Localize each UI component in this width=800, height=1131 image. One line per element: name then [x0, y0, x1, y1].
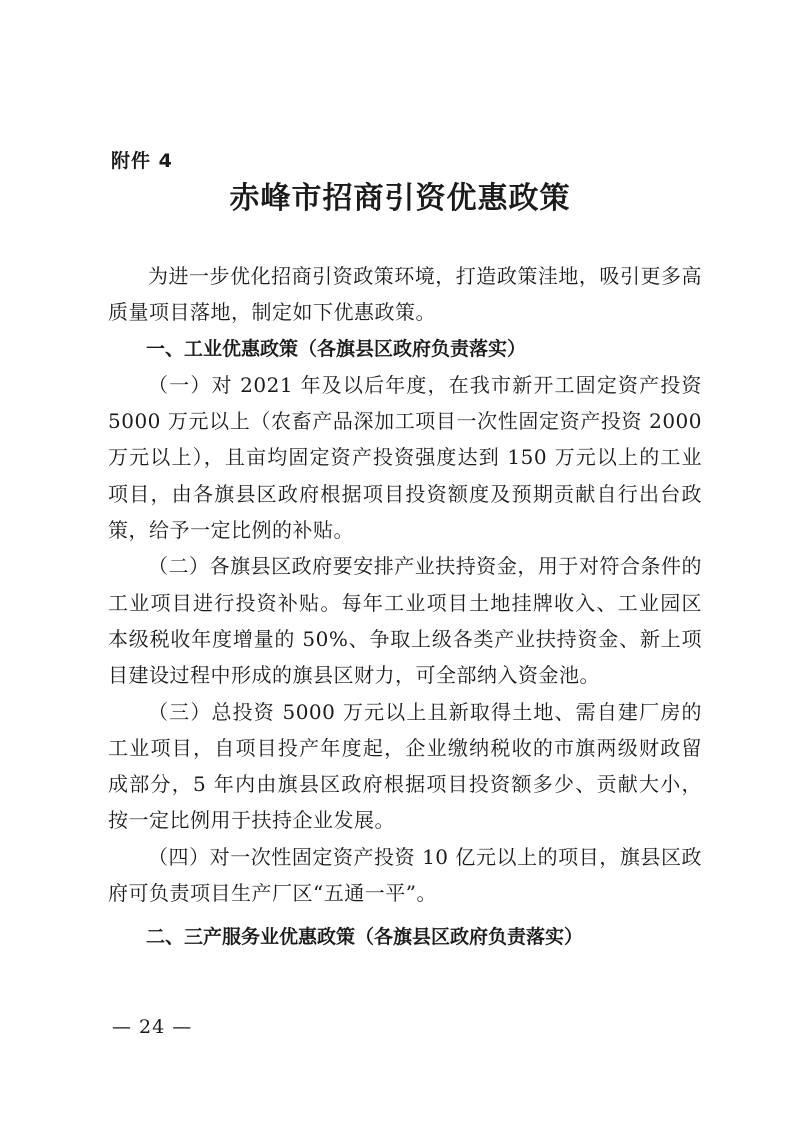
page-number: — 24 —: [112, 1016, 193, 1038]
intro-paragraph: 为进一步优化招商引资政策环境，打造政策洼地，吸引更多高质量项目落地，制定如下优惠政策。: [108, 264, 702, 325]
section-1-item-2: （二）各旗县区政府要安排产业扶持资金，用于对符合条件的工业项目进行投资补贴。每年工业项目土地挂牌收入、工业园区本级税收年度增量的 50%、争取上级各类产业扶持资金、新上项目建设过程中形成的旗县区财力，可全部纳入资金池。: [108, 554, 702, 688]
section-1-heading: 一、工业优惠政策（各旗县区政府负责落实）: [146, 337, 527, 360]
page-title: 赤峰市招商引资优惠政策: [229, 181, 571, 216]
section-1-item-4: （四）对一次性固定资产投资 10 亿元以上的项目，旗县区政府可负责项目生产厂区“五通一平”。: [108, 844, 702, 906]
section-1-item-3: （三）总投资 5000 万元以上且新取得土地、需自建厂房的工业项目，自项目投产年度起，企业缴纳税收的市旗两级财政留成部分，5 年内由旗县区政府根据项目投资额多少、贡献大小，按一定比例用于扶持企业发展。: [108, 699, 702, 833]
section-1-item-1: （一）对 2021 年及以后年度，在我市新开工固定资产投资 5000 万元以上（农畜产品深加工项目一次性固定资产投资 2000 万元以上），且亩均固定资产投资强度达到 150 万元以上的工业项目，由各旗县区政府根据项目投资额度及预期贡献自行出台政策，给予一定比例的补贴。: [108, 372, 702, 543]
attachment-label: 附件 4: [111, 150, 173, 172]
section-2-heading: 二、三产服务业优惠政策（各旗县区政府负责落实）: [146, 926, 584, 949]
document-body: [108, 258, 702, 956]
